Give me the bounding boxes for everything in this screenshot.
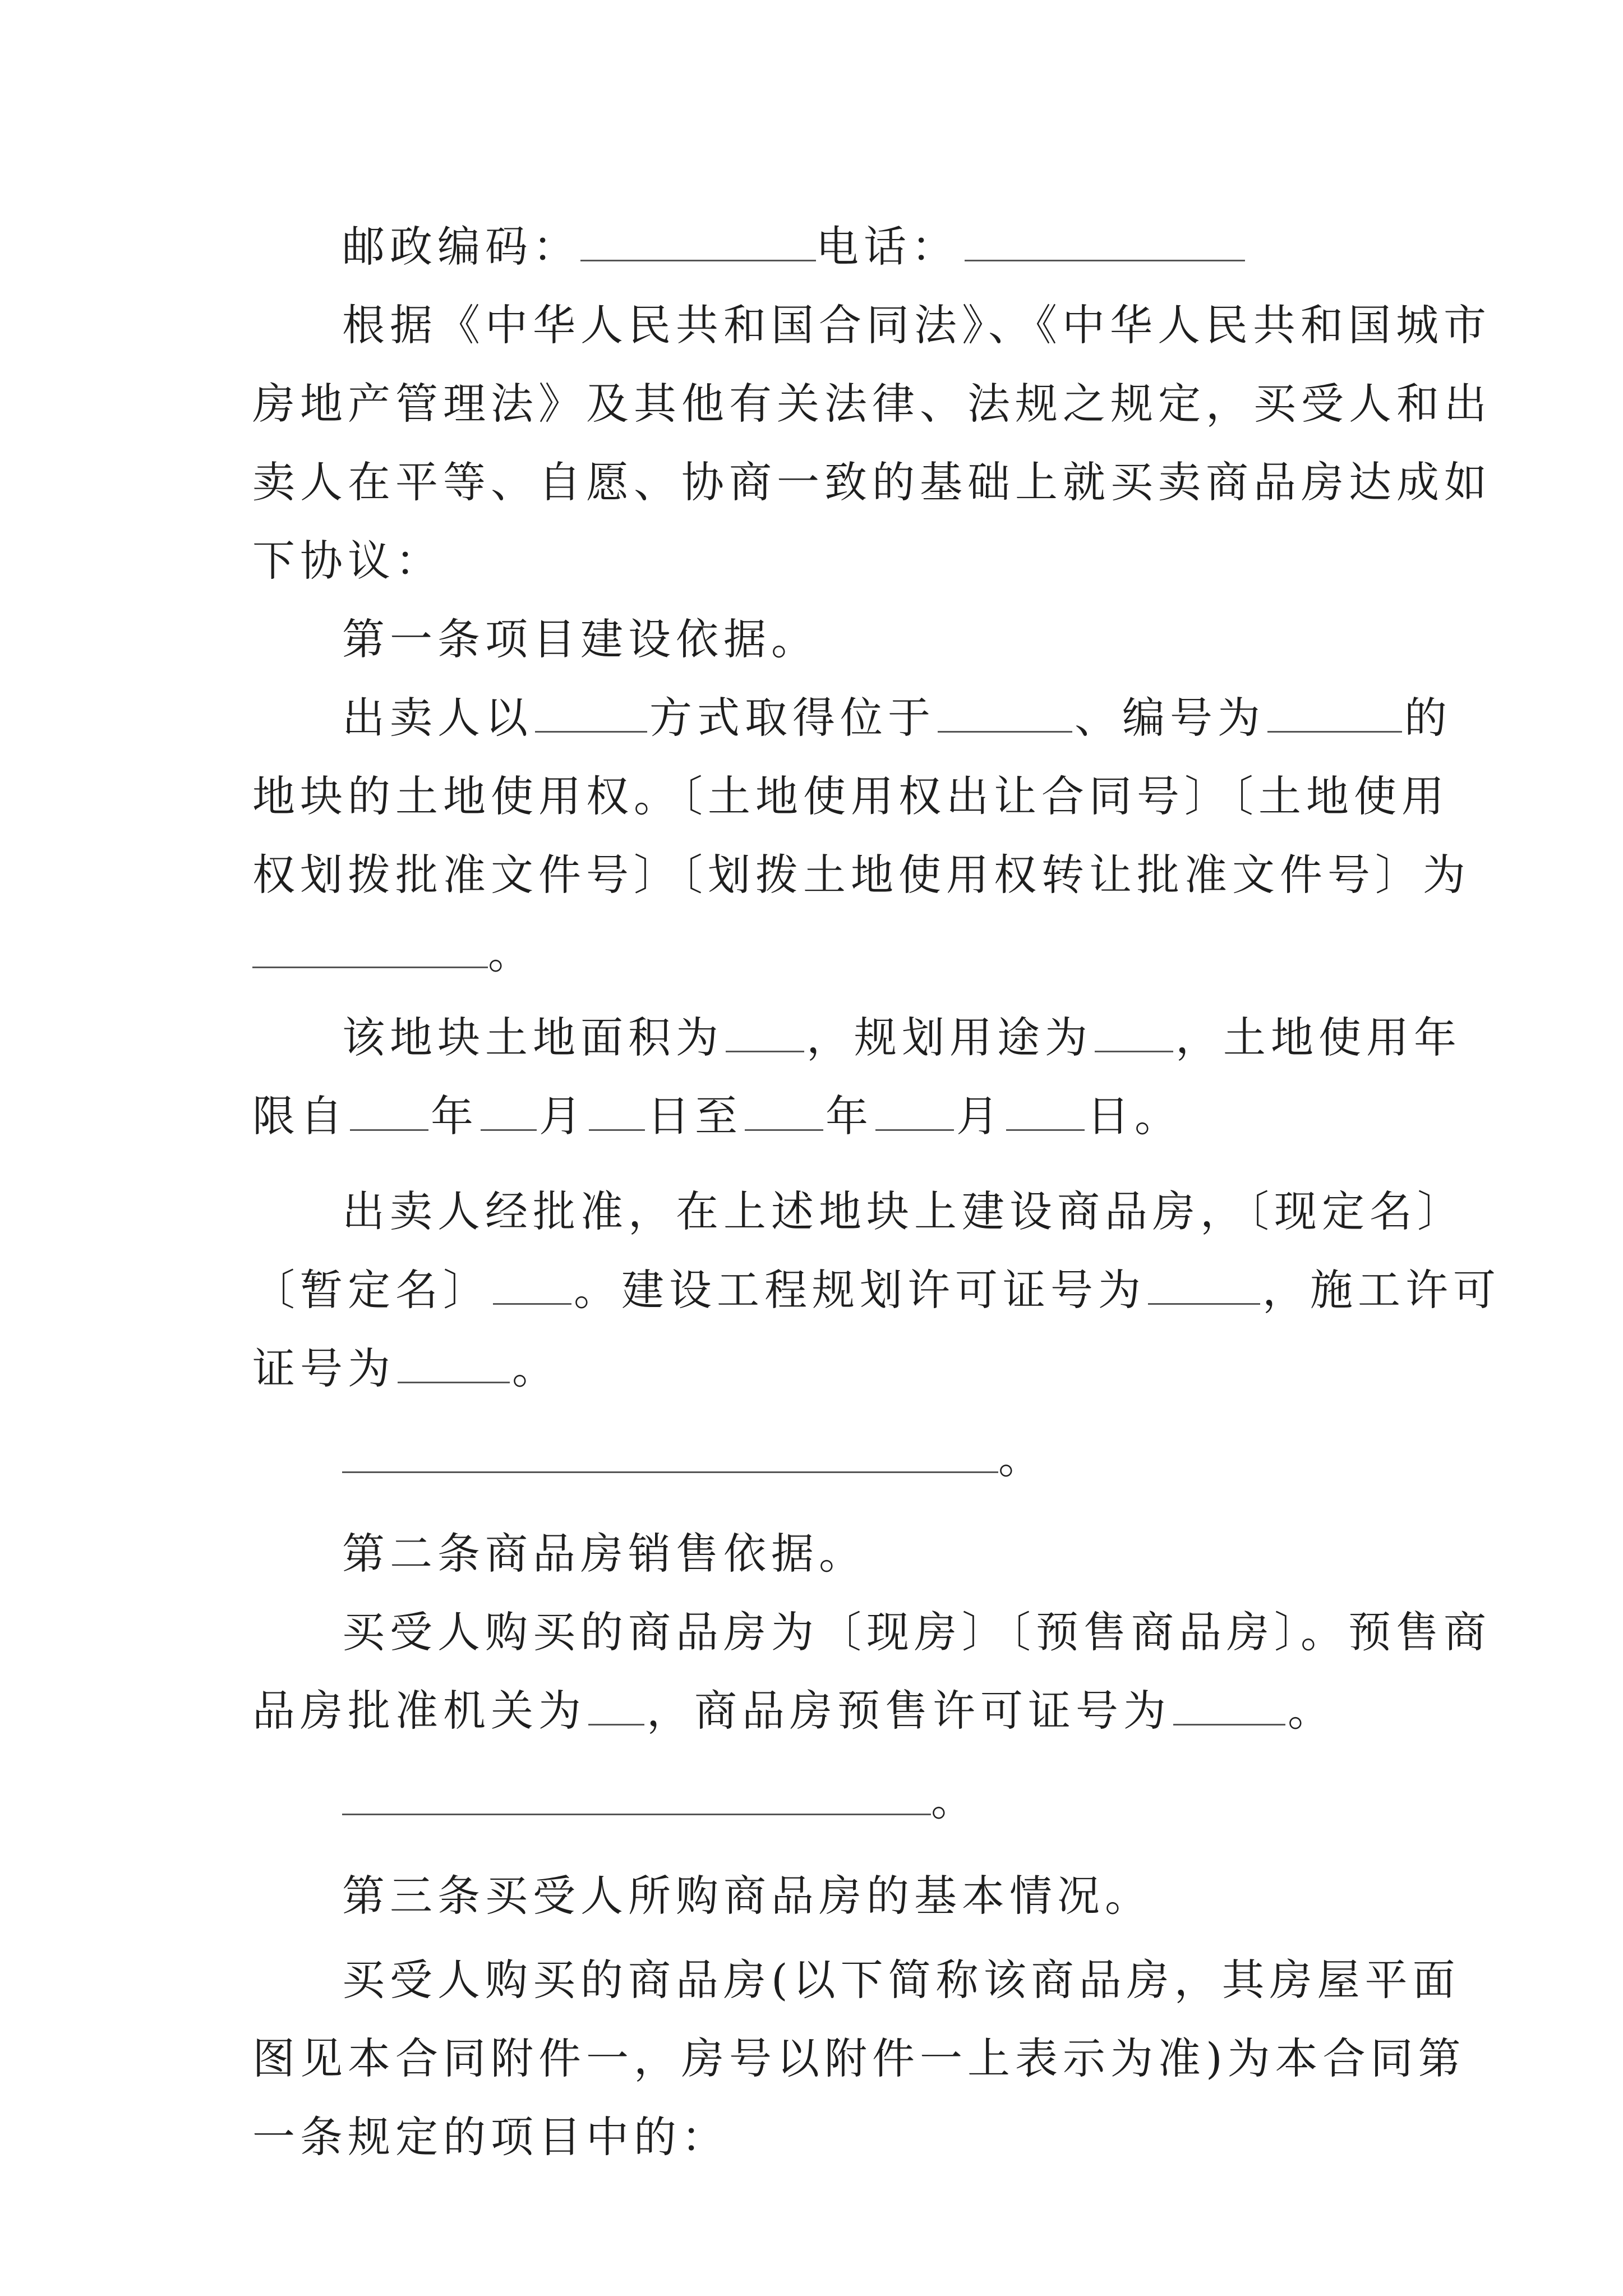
text-run: ，商品房预售许可证号为 <box>647 1686 1171 1736</box>
text-run: ，施工许可 <box>1262 1265 1501 1315</box>
text-run: 月 <box>956 1091 1004 1141</box>
paragraph-line <box>342 679 1452 757</box>
text-run: ，规划用途为 <box>806 1013 1092 1062</box>
fill-blank <box>1095 1017 1173 1052</box>
postal-code-blank <box>580 226 816 261</box>
fill-blank <box>726 1017 804 1052</box>
paragraph-line: 一条规定的项目中的： <box>252 2112 729 2162</box>
text-run: 出卖人以 <box>342 693 533 743</box>
paragraph-line: 出卖人经批准，在上述地块上建设商品房，〔现定名〕 <box>342 1186 1465 1236</box>
fill-blank <box>1267 697 1402 733</box>
text-run: ，土地使用年 <box>1175 1013 1461 1062</box>
paragraph-line: 买受人购买的商品房为〔现房〕〔预售商品房〕。预售商 <box>342 1607 1491 1657</box>
fill-blank <box>342 1438 998 1473</box>
text-run: 〔暂定名〕 <box>252 1265 491 1315</box>
text-run: 。 <box>931 1775 979 1825</box>
paragraph-line <box>252 1672 1335 1750</box>
paragraph-line: 图见本合同附件一，房号以附件一上表示为准)为本合同第 <box>252 2033 1466 2083</box>
phone-blank <box>965 226 1245 261</box>
paragraph-line: 下协议： <box>252 536 443 586</box>
text-run: 月 <box>539 1091 587 1141</box>
paragraph-line <box>252 1251 1501 1329</box>
text-run: 证号为 <box>252 1343 395 1393</box>
text-run: 、编号为 <box>1075 693 1265 743</box>
paragraph-line <box>252 914 536 993</box>
fill-blank <box>1006 1096 1085 1131</box>
text-run: 。 <box>1288 1686 1335 1736</box>
text-run: 年 <box>431 1091 478 1141</box>
fill-blank <box>493 1269 571 1305</box>
paragraph-line: 买受人购买的商品房(以下简称该商品房，其房屋平面 <box>342 1955 1460 2005</box>
paragraph-line: 房地产管理法》及其他有关法律、法规之规定，买受人和出 <box>252 379 1492 429</box>
fill-blank <box>252 933 488 968</box>
text-run: 限自 <box>252 1091 348 1141</box>
article-heading: 第三条买受人所购商品房的基本情况。 <box>342 1871 1152 1921</box>
paragraph-line: 权划拨批准文件号〕〔划拨土地使用权转让批准文件号〕为 <box>252 850 1470 900</box>
article-heading: 第二条商品房销售依据。 <box>342 1529 866 1579</box>
text-run: 的 <box>1404 693 1452 743</box>
paragraph-line <box>252 1329 560 1408</box>
paragraph-line <box>342 999 1461 1077</box>
fill-blank <box>875 1096 954 1131</box>
fill-blank <box>588 1690 644 1726</box>
paragraph-line <box>342 1761 979 1840</box>
text-run: 日至 <box>647 1091 743 1141</box>
phone-label: 电话： <box>816 222 959 272</box>
text-run: 。 <box>512 1343 560 1393</box>
text-run: 年 <box>826 1091 873 1141</box>
text-run: 品房批准机关为 <box>252 1686 586 1736</box>
text-run: 。 <box>998 1433 1046 1483</box>
paragraph-line: 根据《中华人民共和国合同法》、《中华人民共和国城市 <box>342 300 1491 350</box>
paragraph-line <box>252 1077 1182 1156</box>
text-run: 。 <box>488 928 536 978</box>
text-run: 方式取得位于 <box>649 693 935 743</box>
fill-blank <box>398 1348 510 1383</box>
fill-blank <box>1148 1269 1260 1305</box>
paragraph-line: 卖人在平等、自愿、协商一致的基础上就买卖商品房达成如 <box>252 457 1492 507</box>
paragraph-line: 地块的土地使用权。〔土地使用权出让合同号〕〔土地使用 <box>252 771 1449 821</box>
fill-blank <box>350 1096 428 1131</box>
article-heading: 第一条项目建设依据。 <box>342 614 819 664</box>
paragraph-line <box>342 1419 1046 1498</box>
postal-code-label: 邮政编码： <box>342 222 580 272</box>
fill-blank <box>745 1096 823 1131</box>
fill-blank <box>938 697 1072 733</box>
text-run: 日。 <box>1087 1091 1182 1141</box>
postal-phone-line <box>342 208 1245 286</box>
fill-blank <box>342 1780 931 1815</box>
fill-blank <box>535 697 647 733</box>
fill-blank <box>589 1096 645 1131</box>
text-run: 。建设工程规划许可证号为 <box>574 1265 1146 1315</box>
text-run: 该地块土地面积为 <box>342 1013 723 1062</box>
fill-blank <box>481 1096 537 1131</box>
fill-blank <box>1173 1690 1285 1726</box>
